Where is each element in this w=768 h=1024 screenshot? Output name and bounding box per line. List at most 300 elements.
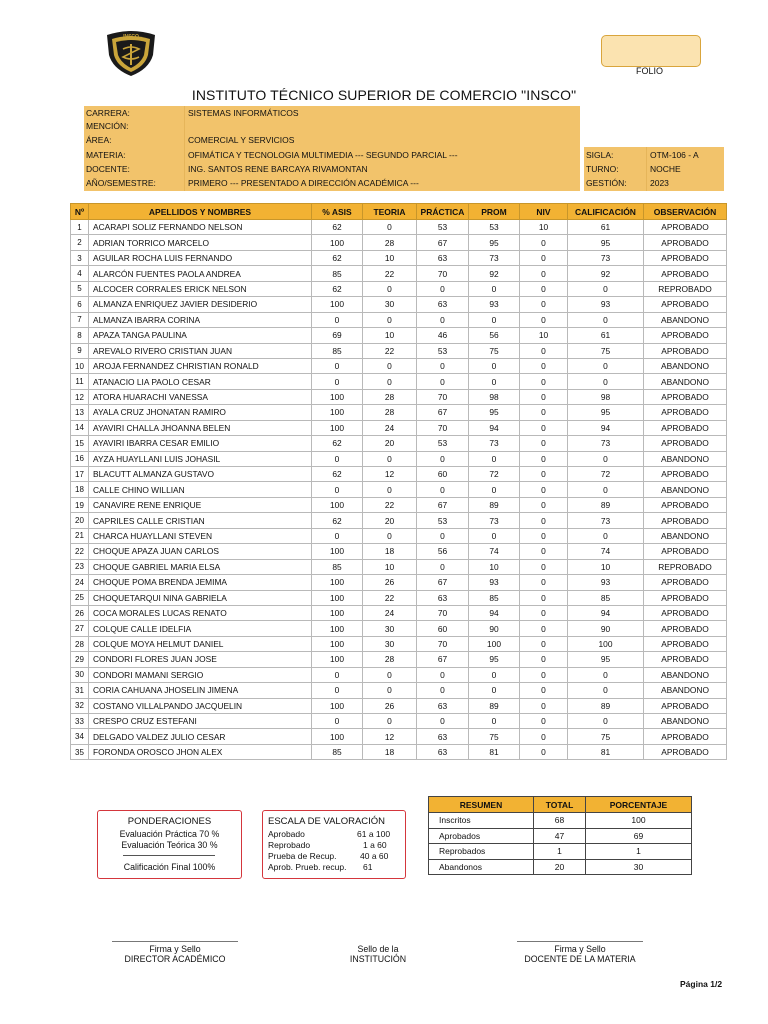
asistencia: 100: [312, 729, 363, 744]
escala-range: 1 a 60: [363, 840, 387, 850]
resumen-percent: 69: [586, 828, 692, 844]
observacion: REPROBADO: [644, 559, 727, 574]
escala-range: 40 a 60: [360, 851, 389, 861]
practica: 0: [417, 451, 469, 466]
escala-label: Reprobado: [268, 840, 311, 850]
teoria: 0: [363, 374, 417, 389]
row-number: 18: [71, 482, 89, 497]
nivelacion: 0: [520, 729, 568, 744]
promedio: 81: [469, 744, 520, 759]
calificacion: 74: [568, 544, 644, 559]
asistencia: 85: [312, 559, 363, 574]
asistencia: 62: [312, 220, 363, 235]
calificacion: 95: [568, 652, 644, 667]
table-row: [71, 621, 727, 636]
teoria: 22: [363, 590, 417, 605]
student-name: BLACUTT ALMANZA GUSTAVO: [89, 467, 312, 482]
observacion: APROBADO: [644, 250, 727, 265]
course-info-block: [84, 106, 724, 191]
student-name: ADRIAN TORRICO MARCELO: [89, 235, 312, 250]
observacion: APROBADO: [644, 652, 727, 667]
asistencia: 0: [312, 374, 363, 389]
table-row: [71, 575, 727, 590]
practica: 63: [417, 297, 469, 312]
observacion: APROBADO: [644, 513, 727, 528]
resumen-label: Aprobados: [429, 828, 534, 844]
student-name: ALARCÓN FUENTES PAOLA ANDREA: [89, 266, 312, 281]
observacion: APROBADO: [644, 590, 727, 605]
row-number: 25: [71, 590, 89, 605]
nivelacion: 0: [520, 235, 568, 250]
observacion: APROBADO: [644, 605, 727, 620]
asistencia: 100: [312, 497, 363, 512]
promedio: 0: [469, 281, 520, 296]
teoria: 28: [363, 652, 417, 667]
row-number: 13: [71, 405, 89, 420]
practica: 70: [417, 420, 469, 435]
student-name: CHOQUETARQUI NINA GABRIELA: [89, 590, 312, 605]
promedio: 0: [469, 683, 520, 698]
row-number: 19: [71, 497, 89, 512]
asistencia: 100: [312, 420, 363, 435]
table-row: [71, 297, 727, 312]
table-row: [71, 636, 727, 651]
nivelacion: 0: [520, 544, 568, 559]
asistencia: 69: [312, 328, 363, 343]
nivelacion: 0: [520, 266, 568, 281]
calificacion: 93: [568, 575, 644, 590]
calificacion: 0: [568, 667, 644, 682]
director-sign-label: Firma y Sello: [149, 944, 201, 954]
observacion: ABANDONO: [644, 683, 727, 698]
table-row: [71, 744, 727, 759]
student-name: AYALA CRUZ JHONATAN RAMIRO: [89, 405, 312, 420]
resumen-percent: 100: [586, 813, 692, 829]
asistencia: 62: [312, 436, 363, 451]
table-row: [71, 266, 727, 281]
promedio: 98: [469, 389, 520, 404]
insco-shield-logo: [103, 29, 159, 77]
practica: 0: [417, 312, 469, 327]
row-number: 16: [71, 451, 89, 466]
observacion: APROBADO: [644, 405, 727, 420]
asistencia: 85: [312, 343, 363, 358]
promedio: 73: [469, 250, 520, 265]
observacion: APROBADO: [644, 343, 727, 358]
observacion: ABANDONO: [644, 667, 727, 682]
observacion: APROBADO: [644, 636, 727, 651]
observacion: APROBADO: [644, 328, 727, 343]
table-row: [71, 312, 727, 327]
promedio: 85: [469, 590, 520, 605]
area-label: ÁREA:: [86, 135, 112, 145]
row-number: 35: [71, 744, 89, 759]
table-row: [71, 590, 727, 605]
observacion: APROBADO: [644, 744, 727, 759]
promedio: 93: [469, 575, 520, 590]
asistencia: 100: [312, 405, 363, 420]
calificacion: 61: [568, 220, 644, 235]
calificacion: 0: [568, 451, 644, 466]
area-value: COMERCIAL Y SERVICIOS: [188, 135, 295, 145]
calificacion: 0: [568, 374, 644, 389]
nivelacion: 0: [520, 482, 568, 497]
practica: 60: [417, 621, 469, 636]
observacion: ABANDONO: [644, 312, 727, 327]
row-number: 17: [71, 467, 89, 482]
promedio: 74: [469, 544, 520, 559]
asistencia: 100: [312, 698, 363, 713]
practica: 67: [417, 652, 469, 667]
observacion: APROBADO: [644, 297, 727, 312]
resumen-label: Inscritos: [429, 813, 534, 829]
teoria: 0: [363, 312, 417, 327]
calificacion: 85: [568, 590, 644, 605]
total-header: TOTAL: [534, 797, 586, 813]
teoria: 30: [363, 636, 417, 651]
turno-label: TURNO:: [586, 164, 619, 174]
resumen-header-row: [429, 797, 692, 813]
docente-signature: [510, 941, 650, 964]
promedio: 73: [469, 436, 520, 451]
observacion: ABANDONO: [644, 358, 727, 373]
student-name: ALMANZA IBARRA CORINA: [89, 312, 312, 327]
nivelacion: 0: [520, 343, 568, 358]
teoria: 10: [363, 328, 417, 343]
table-row: [71, 343, 727, 358]
promedio: 0: [469, 528, 520, 543]
nivelacion: 0: [520, 590, 568, 605]
promedio: 0: [469, 312, 520, 327]
docente-sign-label: Firma y Sello: [554, 944, 606, 954]
gestion-label: GESTIÓN:: [586, 178, 627, 188]
page-number: Página 1/2: [680, 979, 723, 989]
row-number: 33: [71, 714, 89, 729]
practica: 0: [417, 374, 469, 389]
promedio: 73: [469, 513, 520, 528]
student-name: AREVALO RIVERO CRISTIAN JUAN: [89, 343, 312, 358]
asistencia: 0: [312, 312, 363, 327]
asistencia: 100: [312, 605, 363, 620]
student-name: CAPRILES CALLE CRISTIAN: [89, 513, 312, 528]
nivelacion: 0: [520, 605, 568, 620]
nivelacion: 0: [520, 652, 568, 667]
nivelacion: 0: [520, 513, 568, 528]
seal-label: Sello de la: [357, 944, 399, 954]
nivelacion: 0: [520, 281, 568, 296]
observacion: ABANDONO: [644, 528, 727, 543]
asistencia: 0: [312, 358, 363, 373]
col-header-num: Nº: [71, 204, 89, 220]
practica: 0: [417, 559, 469, 574]
observacion: ABANDONO: [644, 451, 727, 466]
promedio: 0: [469, 482, 520, 497]
promedio: 72: [469, 467, 520, 482]
asistencia: 100: [312, 652, 363, 667]
materia-value: OFIMÁTICA Y TECNOLOGIA MULTIMEDIA --- SEGUNDO PARCIAL ---: [188, 150, 458, 160]
calificacion: 0: [568, 528, 644, 543]
row-number: 28: [71, 636, 89, 651]
ponderaciones-title: PONDERACIONES: [127, 816, 212, 827]
practica: 53: [417, 343, 469, 358]
row-number: 10: [71, 358, 89, 373]
seal-institution: INSTITUCIÓN: [349, 954, 407, 964]
table-row: [71, 436, 727, 451]
row-number: 21: [71, 528, 89, 543]
observacion: APROBADO: [644, 436, 727, 451]
promedio: 94: [469, 605, 520, 620]
asistencia: 0: [312, 714, 363, 729]
table-row: [71, 482, 727, 497]
teoria: 18: [363, 744, 417, 759]
calificacion: 90: [568, 621, 644, 636]
table-row: [71, 420, 727, 435]
student-name: ALMANZA ENRIQUEZ JAVIER DESIDERIO: [89, 297, 312, 312]
asistencia: 85: [312, 266, 363, 281]
col-header-niv: NIV: [520, 204, 568, 220]
promedio: 90: [469, 621, 520, 636]
calificacion: 81: [568, 744, 644, 759]
nivelacion: 0: [520, 451, 568, 466]
observacion: APROBADO: [644, 544, 727, 559]
col-header-teoria: TEORIA: [363, 204, 417, 220]
anio-value: PRIMERO --- PRESENTADO A DIRECCIÓN ACADÉMICA ---: [188, 178, 419, 188]
teoria: 22: [363, 497, 417, 512]
asistencia: 100: [312, 590, 363, 605]
ponderacion-teorica: Evaluación Teórica 30 %: [121, 840, 218, 850]
teoria: 22: [363, 266, 417, 281]
student-name: ATORA HUARACHI VANESSA: [89, 389, 312, 404]
asistencia: 100: [312, 621, 363, 636]
student-name: FORONDA OROSCO JHON ALEX: [89, 744, 312, 759]
turno-value: NOCHE: [650, 164, 681, 174]
resumen-label: Reprobados: [429, 844, 534, 860]
nivelacion: 0: [520, 374, 568, 389]
promedio: 75: [469, 343, 520, 358]
table-row: [71, 451, 727, 466]
sigla-label: SIGLA:: [586, 150, 614, 160]
teoria: 18: [363, 544, 417, 559]
table-row: [71, 250, 727, 265]
row-number: 26: [71, 605, 89, 620]
practica: 67: [417, 575, 469, 590]
table-row: [71, 513, 727, 528]
porcentaje-header: PORCENTAJE: [586, 797, 692, 813]
observacion: APROBADO: [644, 420, 727, 435]
resumen-percent: 1: [586, 844, 692, 860]
row-number: 27: [71, 621, 89, 636]
director-title: DIRECTOR ACADÉMICO: [124, 954, 226, 964]
row-number: 22: [71, 544, 89, 559]
table-row: [71, 497, 727, 512]
student-name: ATANACIO LIA PAOLO CESAR: [89, 374, 312, 389]
practica: 63: [417, 590, 469, 605]
observacion: APROBADO: [644, 497, 727, 512]
teoria: 0: [363, 714, 417, 729]
folio-label: FOLIO: [636, 66, 664, 76]
practica: 0: [417, 482, 469, 497]
observacion: APROBADO: [644, 575, 727, 590]
calificacion: 89: [568, 497, 644, 512]
teoria: 30: [363, 297, 417, 312]
practica: 67: [417, 405, 469, 420]
table-row: [71, 683, 727, 698]
practica: 63: [417, 729, 469, 744]
calificacion: 95: [568, 235, 644, 250]
promedio: 89: [469, 698, 520, 713]
asistencia: 62: [312, 513, 363, 528]
resumen-total: 20: [534, 859, 586, 875]
student-name: COCA MORALES LUCAS RENATO: [89, 605, 312, 620]
teoria: 26: [363, 575, 417, 590]
carrera-label: CARRERA:: [86, 108, 130, 118]
practica: 70: [417, 636, 469, 651]
student-name: CHOQUE POMA BRENDA JEMIMA: [89, 575, 312, 590]
practica: 70: [417, 605, 469, 620]
table-row: [71, 374, 727, 389]
row-number: 14: [71, 420, 89, 435]
student-name: ALCOCER CORRALES ERICK NELSON: [89, 281, 312, 296]
escala-label: Prueba de Recup.: [268, 851, 337, 861]
escala-range: 61: [363, 862, 373, 872]
observacion: APROBADO: [644, 220, 727, 235]
escala-box: [262, 810, 406, 879]
observacion: REPROBADO: [644, 281, 727, 296]
table-row: [71, 698, 727, 713]
asistencia: 62: [312, 281, 363, 296]
table-row: [71, 281, 727, 296]
nivelacion: 0: [520, 575, 568, 590]
asistencia: 100: [312, 235, 363, 250]
calificacion: 93: [568, 297, 644, 312]
promedio: 10: [469, 559, 520, 574]
nivelacion: 0: [520, 528, 568, 543]
promedio: 0: [469, 358, 520, 373]
teoria: 0: [363, 683, 417, 698]
ponderacion-practica: Evaluación Práctica 70 %: [119, 829, 220, 839]
practica: 67: [417, 235, 469, 250]
nivelacion: 0: [520, 714, 568, 729]
docente-title: DOCENTE DE LA MATERIA: [524, 954, 636, 964]
row-number: 11: [71, 374, 89, 389]
asistencia: 0: [312, 482, 363, 497]
teoria: 10: [363, 250, 417, 265]
observacion: APROBADO: [644, 235, 727, 250]
student-name: CRESPO CRUZ ESTEFANI: [89, 714, 312, 729]
student-name: CONDORI MAMANI SERGIO: [89, 667, 312, 682]
nivelacion: 0: [520, 312, 568, 327]
practica: 63: [417, 698, 469, 713]
row-number: 4: [71, 266, 89, 281]
col-header-prom: PROM: [469, 204, 520, 220]
nivelacion: 0: [520, 621, 568, 636]
asistencia: 100: [312, 297, 363, 312]
promedio: 0: [469, 714, 520, 729]
escala-label: Aprob. Prueb. recup.: [268, 862, 347, 872]
student-name: AYZA HUAYLLANI LUIS JOHASIL: [89, 451, 312, 466]
col-header-asis: % ASIS: [312, 204, 363, 220]
mencion-label: MENCIÓN:: [86, 121, 129, 131]
practica: 0: [417, 667, 469, 682]
asistencia: 85: [312, 744, 363, 759]
student-name: AROJA FERNANDEZ CHRISTIAN RONALD: [89, 358, 312, 373]
promedio: 0: [469, 451, 520, 466]
teoria: 30: [363, 621, 417, 636]
teoria: 22: [363, 343, 417, 358]
calificacion: 98: [568, 389, 644, 404]
table-row: [71, 559, 727, 574]
teoria: 12: [363, 467, 417, 482]
nivelacion: 0: [520, 744, 568, 759]
calificacion: 0: [568, 281, 644, 296]
promedio: 92: [469, 266, 520, 281]
resumen-total: 68: [534, 813, 586, 829]
promedio: 0: [469, 374, 520, 389]
calificacion: 73: [568, 513, 644, 528]
institution-seal: [328, 944, 428, 964]
resumen-row: [429, 859, 692, 875]
row-number: 34: [71, 729, 89, 744]
teoria: 24: [363, 420, 417, 435]
student-name: AYAVIRI CHALLA JHOANNA BELEN: [89, 420, 312, 435]
promedio: 95: [469, 652, 520, 667]
teoria: 0: [363, 482, 417, 497]
table-header-row: [71, 204, 727, 220]
calificacion: 89: [568, 698, 644, 713]
student-name: DELGADO VALDEZ JULIO CESAR: [89, 729, 312, 744]
calificacion: 92: [568, 266, 644, 281]
table-row: [71, 358, 727, 373]
promedio: 89: [469, 497, 520, 512]
page-title: INSTITUTO TÉCNICO SUPERIOR DE COMERCIO "INSCO": [191, 87, 577, 103]
teoria: 0: [363, 528, 417, 543]
asistencia: 0: [312, 528, 363, 543]
teoria: 12: [363, 729, 417, 744]
carrera-value: SISTEMAS INFORMÁTICOS: [188, 108, 299, 118]
table-row: [71, 405, 727, 420]
practica: 53: [417, 513, 469, 528]
row-number: 24: [71, 575, 89, 590]
teoria: 0: [363, 451, 417, 466]
student-name: ACARAPI SOLIZ FERNANDO NELSON: [89, 220, 312, 235]
practica: 0: [417, 358, 469, 373]
table-row: [71, 652, 727, 667]
practica: 0: [417, 683, 469, 698]
row-number: 1: [71, 220, 89, 235]
table-row: [71, 729, 727, 744]
calificacion: 0: [568, 482, 644, 497]
nivelacion: 0: [520, 467, 568, 482]
nivelacion: 0: [520, 358, 568, 373]
resumen-label: Abandonos: [429, 859, 534, 875]
asistencia: 100: [312, 575, 363, 590]
practica: 60: [417, 467, 469, 482]
row-number: 15: [71, 436, 89, 451]
row-number: 29: [71, 652, 89, 667]
table-row: [71, 714, 727, 729]
observacion: APROBADO: [644, 266, 727, 281]
row-number: 9: [71, 343, 89, 358]
calificacion: 10: [568, 559, 644, 574]
resumen-row: [429, 813, 692, 829]
promedio: 95: [469, 405, 520, 420]
observacion: APROBADO: [644, 467, 727, 482]
promedio: 56: [469, 328, 520, 343]
col-header-name: APELLIDOS Y NOMBRES: [89, 204, 312, 220]
asistencia: 100: [312, 544, 363, 559]
promedio: 75: [469, 729, 520, 744]
sigla-value: OTM-106 - A: [650, 150, 699, 160]
